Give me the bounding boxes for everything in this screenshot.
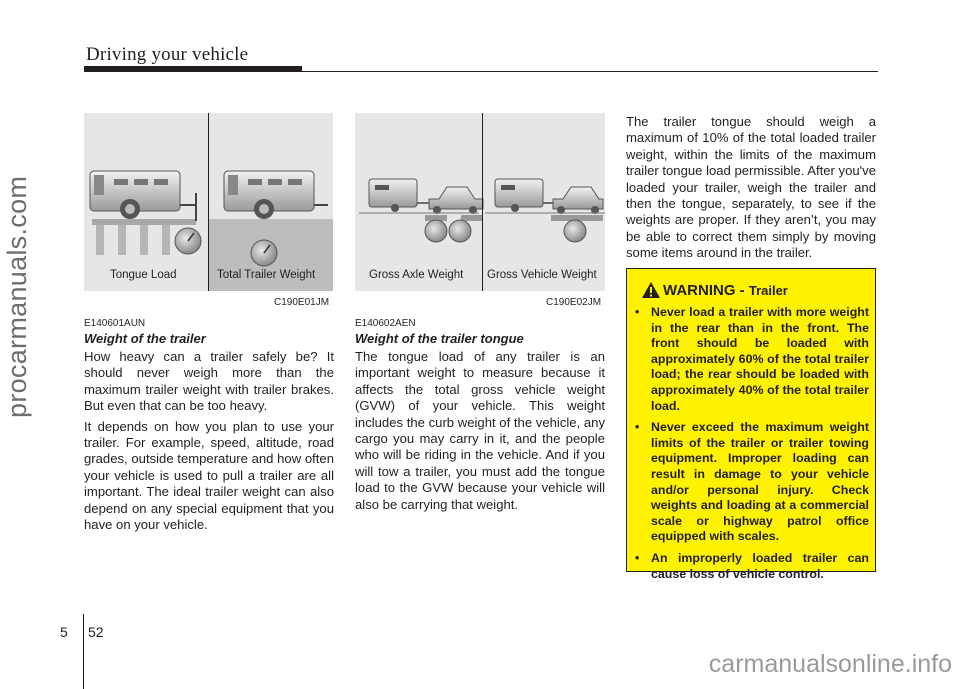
warning-title-sub: Trailer (748, 283, 788, 298)
figure-trailer-weights (84, 113, 333, 291)
figure-code: C190E01JM (274, 297, 330, 308)
section-code: E140602AEN (355, 318, 416, 329)
figure-code: C190E02JM (546, 297, 602, 308)
warning-title (663, 282, 863, 299)
paragraph: The trailer tongue should weigh a maximum of 10% of the total loaded trailer weight, within the limits of the maximum trailer tongue load permissible. After you've loaded your trailer, weigh the trailer and then the tongue, separately, to see if the weights are proper. If they aren’t, you may be able to correct them simply by moving some items around in the trailer. (626, 114, 876, 261)
bullet: • (635, 420, 640, 435)
warning-title-main: WARNING - (663, 282, 745, 299)
section-weight-of-trailer (84, 318, 334, 537)
section-code: E140601AUN (84, 318, 146, 329)
warning-triangle-icon (641, 281, 661, 299)
paragraph: How heavy can a trailer safely be? It should never weigh more than the maximum trailer weight with trailer brakes. But even that can be too heavy. (84, 349, 334, 414)
vehicle-trailer-illustration (355, 113, 605, 291)
bullet: • (635, 550, 640, 565)
paragraph: It depends on how you plan to use your trailer. For example, speed, altitude, road grades, outside temperature and how often your vehicle is used to pull a trailer are all important. The ideal trailer weight can also depend on any special equipment that you have on your vehicle. (84, 418, 334, 533)
warning-box (626, 268, 876, 581)
tongue-weight-guidance (626, 114, 876, 266)
warning-item: • Never exceed the maximum weight limits of the trailer or trailer towing equipment. Improper loading can result in damage to your vehicle and/or personal injury. Check weights and loading at a commercial scale or highway patrol office equipped with scales. (635, 420, 869, 544)
footer-chapter-number: 5 (60, 624, 68, 640)
figure-vehicle-weights (355, 113, 605, 291)
section-title: Weight of the trailer tongue (355, 331, 524, 346)
figure-divider (482, 113, 483, 291)
bullet: • (635, 305, 640, 319)
header-rule-thin (300, 71, 878, 72)
figure-label-gross-axle-weight: Gross Axle Weight (369, 269, 464, 281)
figure-label-gross-vehicle-weight: Gross Vehicle Weight (487, 269, 597, 281)
side-watermark: procarmanuals.com (2, 175, 32, 418)
page-header-title: Driving your vehicle (86, 44, 249, 65)
section-weight-of-trailer-tongue (355, 318, 605, 517)
warning-item: • Never load a trailer with more weight in the rear than in the front. The front should be loaded with approximately 60% of the total trailer load; the rear should be loaded with approximately 40% of the total trailer load. (635, 305, 869, 413)
warning-item: • An improperly loaded trailer can cause loss of vehicle control. (635, 550, 869, 581)
section-title: Weight of the trailer (84, 331, 206, 346)
figure-divider (208, 113, 209, 291)
bottom-watermark: carmanualsonline.info (708, 650, 952, 678)
paragraph: The tongue load of any trailer is an important weight to measure because it affects the total gross vehicle weight (GVW) of your vehicle. This weight includes the curb weight of the vehicle, any cargo you may carry in it, and the people who will be riding in the vehicle. And if you will tow a trailer, you must add the tongue load to the GVW because your vehicle will also be carrying that weight. (355, 349, 605, 512)
figure-label-tongue-load: Tongue Load (110, 269, 177, 281)
footer-page-number: 52 (88, 624, 104, 640)
section-body (84, 349, 334, 533)
footer-divider (83, 614, 84, 689)
figure-label-total-trailer-weight: Total Trailer Weight (217, 269, 316, 281)
warning-list (635, 305, 869, 588)
section-body (355, 349, 605, 513)
header-rule-thick (84, 66, 302, 72)
